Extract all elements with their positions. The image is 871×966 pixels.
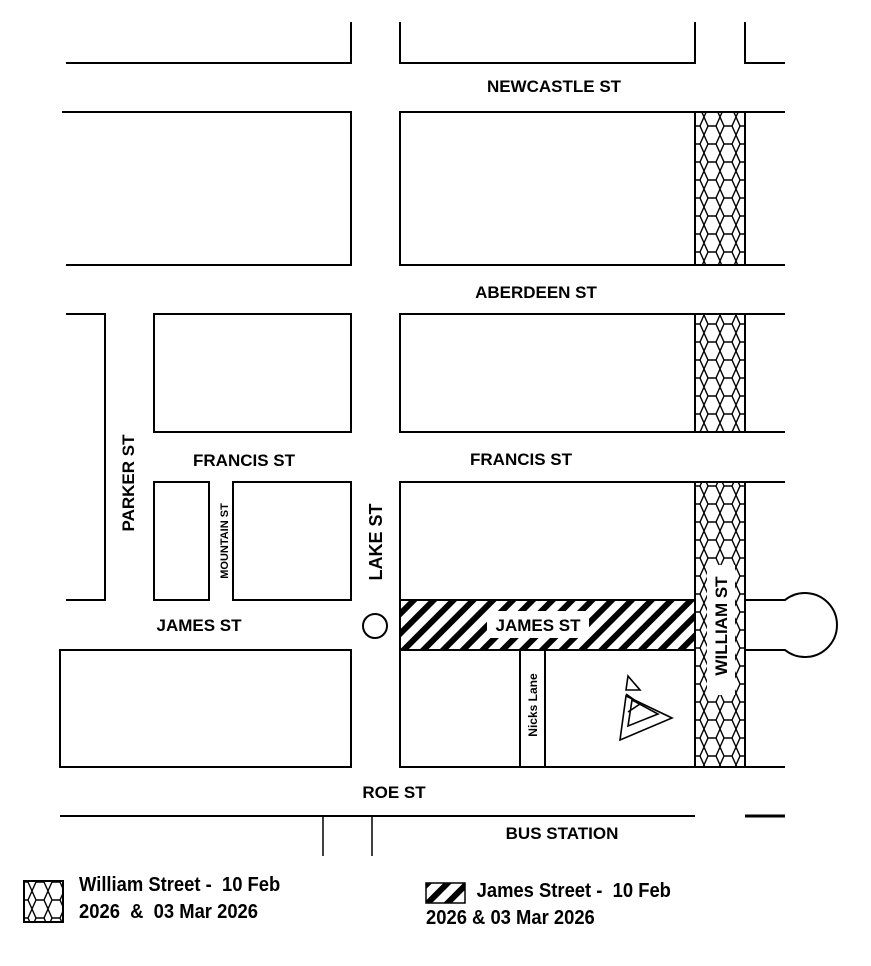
street-label-james-east: JAMES ST [495, 616, 581, 635]
block [233, 482, 351, 600]
triangle-logo-icon [620, 676, 672, 740]
legend-hexagon-swatch-icon [24, 881, 63, 922]
block [60, 650, 351, 767]
street-label-nicks-lane: Nicks Lane [526, 673, 540, 737]
street-label-william: WILLIAM ST [712, 576, 731, 676]
street-label-james-west: JAMES ST [156, 616, 242, 635]
william-st-closure-segment [695, 112, 745, 265]
street-label-parker: PARKER ST [119, 434, 138, 532]
street-label-francis-west: FRANCIS ST [193, 451, 295, 470]
street-label-newcastle: NEWCASTLE ST [486, 77, 622, 96]
street-label-aberdeen: ABERDEEN ST [475, 283, 597, 302]
street-label-francis-east: FRANCIS ST [470, 450, 572, 469]
block [745, 22, 785, 63]
legend-william-line1: William Street - 10 Feb [79, 874, 281, 896]
legend-james-line1: James Street - 10 Feb [476, 880, 671, 902]
cul-de-sac [745, 593, 837, 657]
legend-james-line2: 2026 & 03 Mar 2026 [426, 907, 595, 929]
block [400, 22, 695, 63]
block [154, 482, 209, 600]
legend-james-street [426, 878, 671, 932]
street-label-lake: LAKE ST [366, 503, 386, 581]
landmark-label-bus-station: BUS STATION [505, 824, 619, 843]
william-st-closure-segment [695, 314, 745, 432]
block [62, 112, 351, 265]
street-label-roe: ROE ST [362, 783, 426, 802]
legend-william-line2: 2026 & 03 Mar 2026 [79, 901, 259, 923]
street-label-mountain: MOUNTAIN ST [219, 503, 231, 579]
legend-william-street [79, 872, 280, 926]
roundabout-icon [363, 614, 387, 638]
block [66, 22, 351, 63]
block [66, 314, 105, 600]
block [154, 314, 351, 432]
